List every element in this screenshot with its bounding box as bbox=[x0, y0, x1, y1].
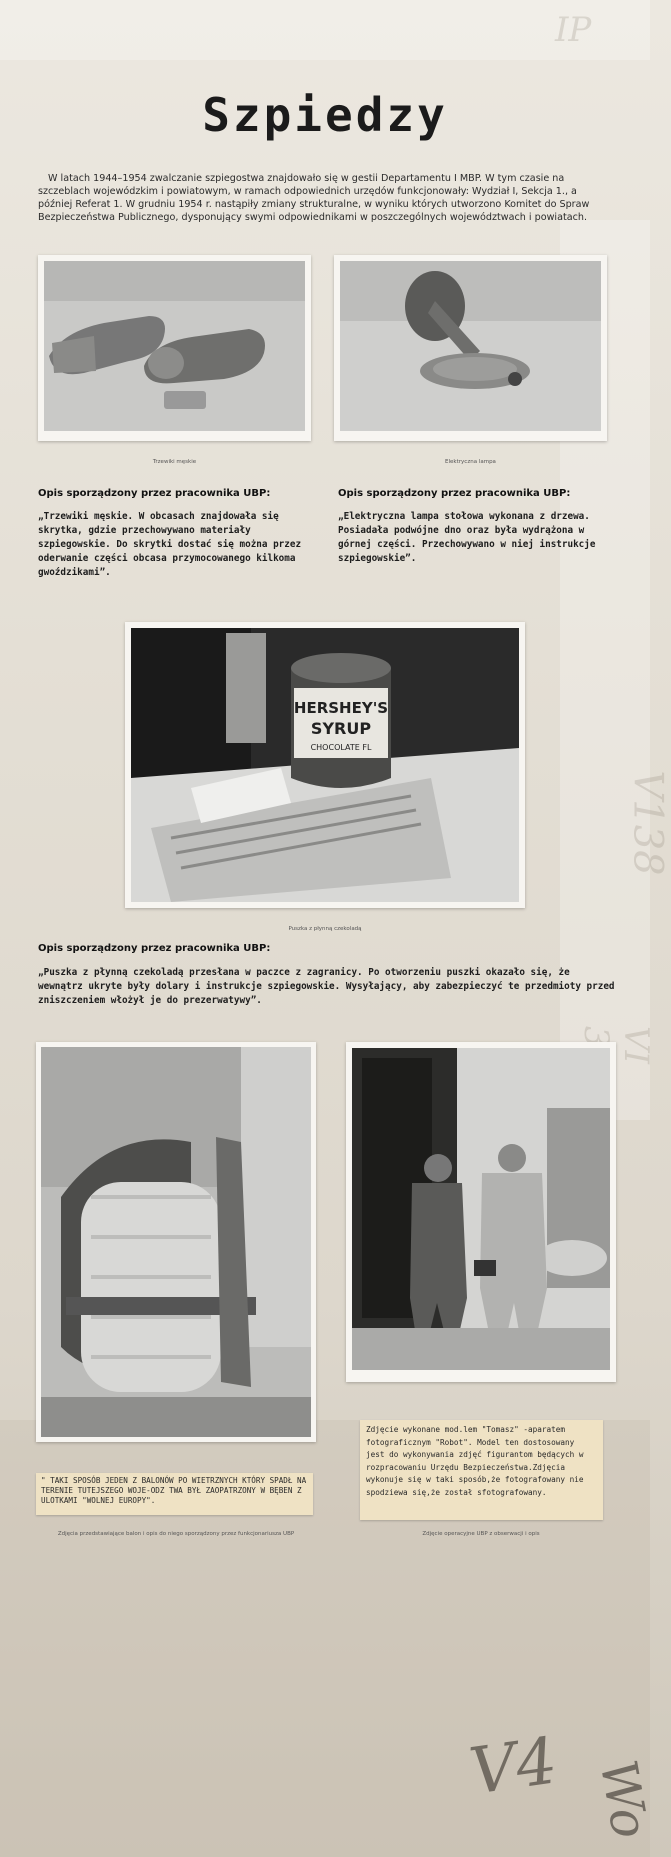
lamp-photo bbox=[340, 261, 601, 431]
photo-caption: Elektryczna lampa bbox=[445, 459, 496, 465]
photo-caption: Trzewiki męskie bbox=[152, 459, 197, 465]
background-scrawl: VI bbox=[616, 1026, 656, 1064]
photo-caption: Puszka z płynną czekoladą bbox=[288, 926, 362, 932]
background-scrawl: V138 bbox=[624, 770, 671, 876]
photo-frame bbox=[36, 1042, 316, 1442]
description-heading: Opis sporządzony przez pracownika UBP: bbox=[338, 488, 571, 499]
photo-frame bbox=[334, 255, 607, 441]
can-label-flavor: CHOCOLATE FL bbox=[310, 743, 372, 752]
can-label-product: SYRUP bbox=[310, 719, 372, 738]
photo-caption: Zdjęcie operacyjne UBP z obserwacji i opis bbox=[422, 1531, 540, 1537]
photo-frame bbox=[38, 255, 311, 441]
chocolate-can-photo bbox=[131, 628, 519, 902]
background-scrawl: IP bbox=[555, 10, 592, 50]
background-stripe bbox=[0, 0, 650, 60]
photo-caption: Zdjęcia przedstawiające balon i opis do niego sporządzony przez funkcjonariusza UBP bbox=[57, 1531, 295, 1537]
description-heading: Opis sporządzony przez pracownika UBP: bbox=[38, 943, 271, 954]
can-label-brand: HERSHEY'S bbox=[293, 699, 389, 717]
description-text: „Trzewiki męskie. W obcasach znajdowała się skrytka, gdzie przechowywano materiały szpiegowskie. Do skrytki dostać się można przez oderwanie części obcasa przymocowanego kilkoma gwoździkami”. bbox=[38, 511, 302, 578]
photo-frame bbox=[346, 1042, 616, 1382]
description-heading: Opis sporządzony przez pracownika UBP: bbox=[38, 488, 271, 499]
page-title: Szpiedzy bbox=[202, 88, 448, 142]
intro-paragraph: W latach 1944–1954 zwalczanie szpiegostwa znajdowało się w gestii Departamentu I MBP. W tym czasie na szczeblach wojewódzkim i powiatowym, w ramach odpowiednich urzędów funkcjonowały: Wydział I, Sekcja 1., a później Referat 1. W grudniu 1954 r. nastąpiły zmiany strukturalne, w wyniku których utworzono Komitet do Spraw Bezpieczeństwa Publicznego, dysponujący swymi odpowiednikami w poszczególnych województwach i powiatach. bbox=[38, 173, 590, 223]
description-text: „Puszka z płynną czekoladą przesłana w paczce z zagranicy. Po otworzeniu puszki okazało się, że wewnątrz ukryte były dolary i instrukcje szpiegowskie. Wysyłający, aby zabezpieczyć te przedmioty przed zniszczeniem włożył je do prezerwatywy”. bbox=[38, 967, 615, 1006]
description-text: „Elektryczna lampa stołowa wykonana z drzewa. Posiadała podwójne dno oraz była wydrążona w górnej części. Przechowywano w niej instrukcje szpiegowskie”. bbox=[338, 511, 596, 564]
surveillance-note: Zdjęcie wykonane mod.lem "Tomasz" -aparatem fotograficznym "Robot". Model ten dostosowany jest do wykonywania zdjęć figurantom będących w rozpracowaniu Urzędu Bezpieczeństwa.Zdjęcia wykonuje się w taki sposób,że fotografowany nie spodziewa się,że został sfotografowany. bbox=[360, 1420, 603, 1520]
shoes-photo bbox=[44, 261, 305, 431]
surveillance-photo bbox=[352, 1048, 610, 1370]
background-scrawl: V4 bbox=[465, 1724, 562, 1810]
balloon-note: " TAKI SPOSÓB JEDEN Z BALONÓW PO WIETRZNYCH KTÓRY SPADŁ NA TERENIE TUTEJSZEGO WOJE-ODZ TWA BYŁ ZAOPATRZONY W BĘBEN Z ULOTKAMI "WOLNEJ EUROPY". bbox=[36, 1473, 313, 1515]
photo-frame bbox=[125, 622, 525, 908]
balloon-drum-photo bbox=[41, 1047, 311, 1437]
background-scrawl: Wo bbox=[588, 1755, 660, 1843]
